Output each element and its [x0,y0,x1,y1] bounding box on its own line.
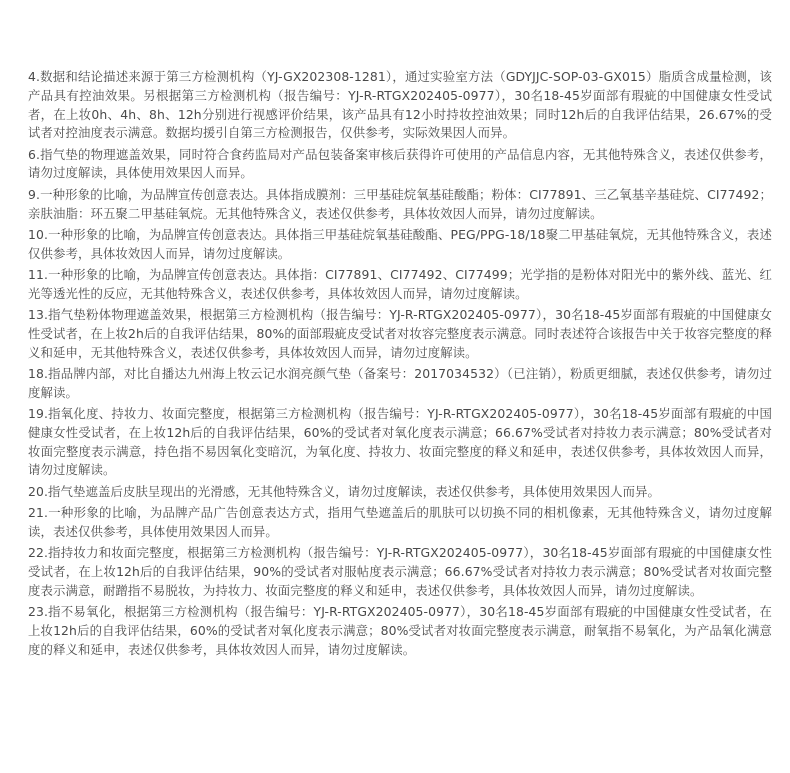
footnote-6: 6.指气垫的物理遮盖效果，同时符合食药监局对产品包装备案审核后获得许可使用的产品信息内容，无其他特殊含义，表述仅供参考，请勿过度解读，具体使用效果因人而异。 [28,146,772,181]
footnote-22: 22.指持妆力和妆面完整度，根据第三方检测机构（报告编号：YJ-R-RTGX202405-0977），30名18-45岁面部有瑕疵的中国健康女性受试者，在上妆12h后的自我评估结果，90%的受试者对服帖度表示满意；66.67%受试者对持妆力表示满意；80%受试者对妆面完整度表示满意，耐蹭指不易脱妆，为持妆力、妆面完整度的释义和延申，表述仅供参考，具体妆效因人而异，请勿过度解读。 [28,545,772,598]
footnote-18: 18.指品牌内部，对比自播达九州海上牧云记水润亮颜气垫（备案号：2017034532）（已注销），粉质更细腻，表述仅供参考，请勿过度解读。 [28,365,772,400]
footnote-21: 21.一种形象的比喻，为品牌产品广告创意表达方式，指用气垫遮盖后的肌肤可以切换不同的相机像素，无其他特殊含义，请勿过度解读，表述仅供参考，具体使用效果因人而异。 [28,505,772,539]
footnote-list [28,68,772,662]
footnote-4: 4.数据和结论描述来源于第三方检测机构（YJ-GX202308-1281），通过实验室方法（GDYJJC-SOP-03-GX015）脂质含成量检测，该产品具有控油效果。另根据第三方检测机构（报告编号：YJ-R-RTGX202405-0977），30名18-45岁面部有瑕疵的中国健康女性受试者，在上妆0h、4h、8h、12h分别进行视感评价结果，该产品具有12小时持妆控油效果；同时12h后的自我评估结果，26.67%的受试者对控油度表示满意。数据均援引自第三方检测报告，仅供参考，实际效果因人而异。 [28,69,772,141]
footnote-19: 19.指氧化度、持妆力、妆面完整度，根据第三方检测机构（报告编号：YJ-R-RTGX202405-0977），30名18-45岁面部有瑕疵的中国健康女性受试者，在上妆12h后的自我评估结果，60%的受试者对氧化度表示满意；66.67%受试者对持妆力表示满意；80%受试者对妆面完整度表示满意，持色指不易因氧化变暗沉，为氧化度、持妆力、妆面完整度的释义和延申，表述仅供参考，具体妆效因人而异，请勿过度解读。 [28,406,772,478]
footnote-10: 10.一种形象的比喻，为品牌宣传创意表达。具体指三甲基硅烷氧基硅酸酯、PEG/PPG-18/18聚二甲基硅氧烷，无其他特殊含义，表述仅供参考，具体妆效因人而异，请勿过度解读。 [28,226,772,261]
footnote-11: 11.一种形象的比喻，为品牌宣传创意表达。具体指：CI77891、CI77492、CI77499；光学指的是粉体对阳光中的紫外线、蓝光、红光等透光性的反应，无其他特殊含义，表述仅供参考，具体妆效因人而异，请勿过度解读。 [28,266,772,301]
footnote-13: 13.指气垫粉体物理遮盖效果，根据第三方检测机构（报告编号：YJ-R-RTGX202405-0977），30名18-45岁面部有瑕疵的中国健康女性受试者，在上妆2h后的自我评估结果，80%的面部瑕疵皮受试者对妆容完整度表示满意。同时表述符合该报告中关于妆容完整度的释义和延申，无其他特殊含义，表述仅供参考，具体妆效因人而异，请勿过度解读。 [28,307,772,360]
footnote-23: 23.指不易氧化，根据第三方检测机构（报告编号：YJ-R-RTGX202405-0977），30名18-45岁面部有瑕疵的中国健康女性受试者，在上妆12h后的自我评估结果，60%的受试者对氧化度表示满意；80%受试者对妆面完整度表示满意，耐氧指不易氧化，为产品氧化满意度的释义和延申，表述仅供参考，具体妆效因人而异，请勿过度解读。 [28,604,772,657]
footnote-9: 9.一种形象的比喻，为品牌宣传创意表达。具体指成膜剂：三甲基硅烷氧基硅酸酯；粉体：CI77891、三乙氧基辛基硅烷、CI77492；亲肤油脂：环五聚二甲基硅氧烷。无其他特殊含义，表述仅供参考，具体妆效因人而异，请勿过度解读。 [28,186,772,221]
footnote-20: 20.指气垫遮盖后皮肤呈现出的光滑感，无其他特殊含义，请勿过度解读，表述仅供参考，具体使用效果因人而异。 [28,483,661,499]
